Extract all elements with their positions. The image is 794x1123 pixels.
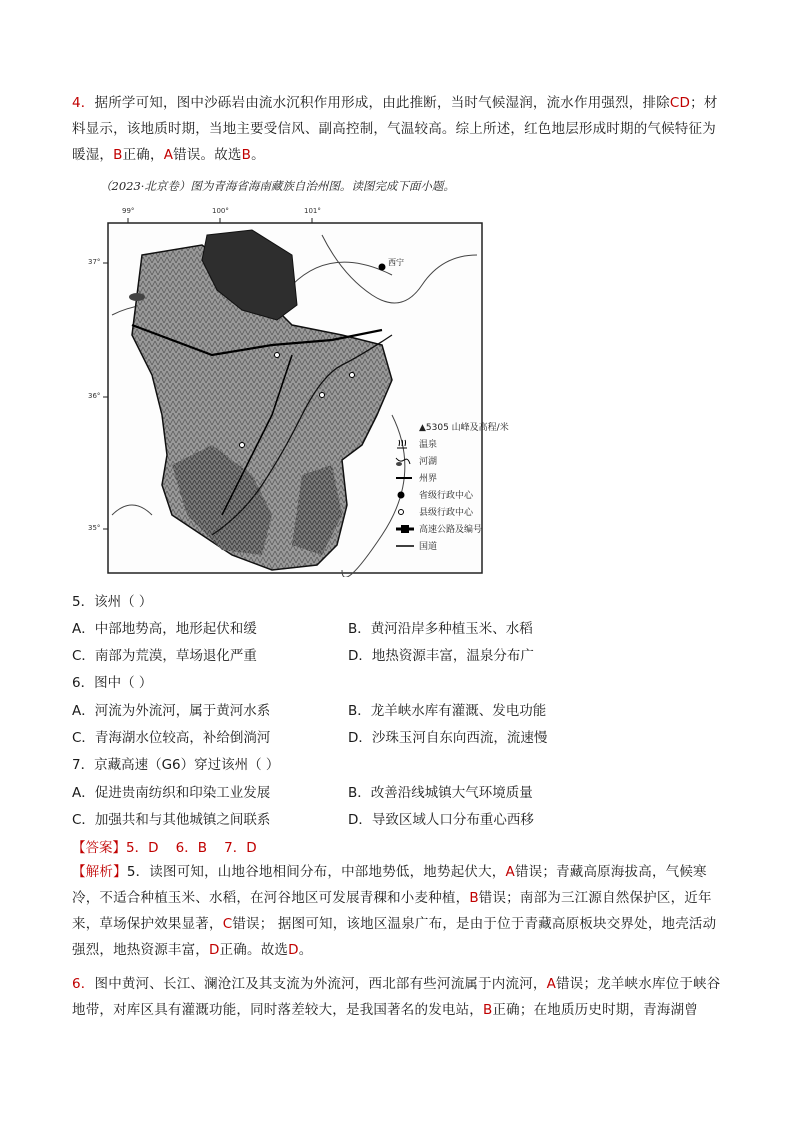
legend-item xyxy=(395,418,515,435)
county-center-marker xyxy=(350,373,355,378)
text: 。 xyxy=(251,147,265,163)
text: ；材料显示，该地质时期，当地主要受信风、副高控制，气温较高。综上所述，红色地层形成时期的气候特征为暖湿， xyxy=(72,95,718,163)
hot-spring-icon xyxy=(395,438,419,450)
map-legend xyxy=(395,418,515,554)
text: 正确， xyxy=(122,147,164,163)
prefecture-boundary-icon xyxy=(395,472,419,484)
question-5-option-d[interactable]: D．地热资源丰富，温泉分布广 xyxy=(348,648,534,664)
county-center-marker xyxy=(275,353,280,358)
option-letter: B xyxy=(469,890,479,906)
river-lake-icon xyxy=(395,455,419,467)
lon-label: 101° xyxy=(304,207,321,215)
question-6-option-c[interactable]: C．青海湖水位较高，补给倒淌河 xyxy=(72,730,271,746)
lat-label: 37° xyxy=(88,258,101,266)
legend-label: 高速公路及编号 xyxy=(419,525,483,535)
lat-label: 35° xyxy=(88,524,101,532)
option-letter: A xyxy=(546,976,557,992)
county-center-icon xyxy=(395,506,419,518)
answer-line xyxy=(72,838,257,858)
item-number: 6． xyxy=(72,976,95,992)
legend-label: 河湖 xyxy=(419,457,438,467)
legend-label: 国道 xyxy=(419,542,438,552)
legend-item xyxy=(395,469,515,486)
question-6-option-b[interactable]: B．龙羊峡水库有灌溉、发电功能 xyxy=(348,703,547,719)
xining-label: 西宁 xyxy=(388,258,404,267)
text: 错误；南部为三江源自然保护区，近年来，草场保护效果显著， xyxy=(72,890,712,932)
analysis-paragraph-5 xyxy=(72,859,722,963)
explanation-paragraph-4 xyxy=(72,90,722,168)
text: 错误。故选 xyxy=(173,147,242,163)
option-letter: D xyxy=(288,942,299,958)
analysis-label: 【解析】 xyxy=(72,864,127,880)
text: 错误； 据图可知，该地区温泉广布，是由于位于青藏高原板块交界处，地壳活动强烈，地热资源丰富， xyxy=(72,916,717,958)
text: 5．读图可知，山地谷地相间分布，中部地势低，地势起伏大， xyxy=(126,864,506,880)
question-7-option-b[interactable]: B．改善沿线城镇大气环境质量 xyxy=(348,785,533,801)
option-letter: A xyxy=(505,864,515,880)
legend-item xyxy=(395,537,515,554)
legend-item xyxy=(395,486,515,503)
text: 据所学可知，图中沙砾岩由流水沉积作用形成，由此推断，当时气候湿润，流水作用强烈，排除 xyxy=(94,95,670,111)
lat-label: 36° xyxy=(88,392,101,400)
small-lake xyxy=(129,293,145,301)
lon-label: 100° xyxy=(212,207,229,215)
answer-text: 5．D 6．B 7．D xyxy=(126,840,257,856)
county-center-marker xyxy=(240,443,245,448)
legend-label: ▲5305 山峰及高程/米 xyxy=(419,423,509,433)
expressway-icon xyxy=(395,523,419,535)
legend-item xyxy=(395,520,515,537)
option-letter: B xyxy=(483,1002,493,1018)
question-intro: （2023·北京卷）图为青海省海南藏族自治州图。读图完成下面小题。 xyxy=(100,179,455,193)
option-letter: A xyxy=(163,147,174,163)
legend-label: 温泉 xyxy=(419,440,438,450)
question-6-option-a[interactable]: A．河流为外流河，属于黄河水系 xyxy=(72,703,271,719)
text: 正确；在地质历史时期，青海湖曾 xyxy=(492,1002,698,1018)
question-6-option-d[interactable]: D．沙珠玉河自东向西流，流速慢 xyxy=(348,730,548,746)
legend-item xyxy=(395,435,515,452)
option-letter: B xyxy=(241,147,252,163)
text: 错误；青藏高原海拔高，气候寒冷，不适合种植玉米、水稻，在河谷地区可发展青稞和小麦种植， xyxy=(72,864,707,906)
provincial-center-icon xyxy=(395,489,419,501)
legend-label: 县级行政中心 xyxy=(419,508,474,518)
county-center-marker xyxy=(320,393,325,398)
text: 。 xyxy=(298,942,313,958)
legend-label: 州界 xyxy=(419,474,438,484)
legend-item xyxy=(395,503,515,520)
question-7-stem: 7．京藏高速（G6）穿过该州（ ） xyxy=(72,757,280,773)
question-7-option-a[interactable]: A．促进贵南纺织和印染工业发展 xyxy=(72,785,271,801)
question-5-option-a[interactable]: A．中部地势高，地形起伏和缓 xyxy=(72,621,257,637)
analysis-paragraph-6 xyxy=(72,971,722,1023)
question-6-stem: 6．图中（ ） xyxy=(72,675,153,691)
question-7-option-d[interactable]: D．导致区域人口分布重心西移 xyxy=(348,812,534,828)
question-5-stem: 5．该州（ ） xyxy=(72,594,153,610)
text: 正确。故选 xyxy=(219,942,289,958)
question-7-option-c[interactable]: C．加强共和与其他城镇之间联系 xyxy=(72,812,271,828)
text: 错误；龙羊峡水库位于峡谷地带，对库区具有灌溉功能，同时落差较大，是我国著名的发电站， xyxy=(72,976,721,1018)
legend-label: 省级行政中心 xyxy=(419,491,474,501)
national-road-icon xyxy=(395,540,419,552)
lon-label: 99° xyxy=(122,207,135,215)
option-letter: C xyxy=(222,916,233,932)
option-letter: B xyxy=(113,147,123,163)
item-number: 4． xyxy=(72,95,95,111)
text: 图中黄河、长江、澜沧江及其支流为外流河，西北部有些河流属于内流河， xyxy=(94,976,547,992)
answer-label: 【答案】 xyxy=(72,840,126,856)
option-letter: CD xyxy=(669,95,691,111)
option-letter: D xyxy=(209,942,220,958)
question-5-option-c[interactable]: C．南部为荒漠，草场退化严重 xyxy=(72,648,257,664)
question-5-option-b[interactable]: B．黄河沿岸多种植玉米、水稻 xyxy=(348,621,533,637)
legend-item xyxy=(395,452,515,469)
provincial-center-marker xyxy=(379,264,386,271)
